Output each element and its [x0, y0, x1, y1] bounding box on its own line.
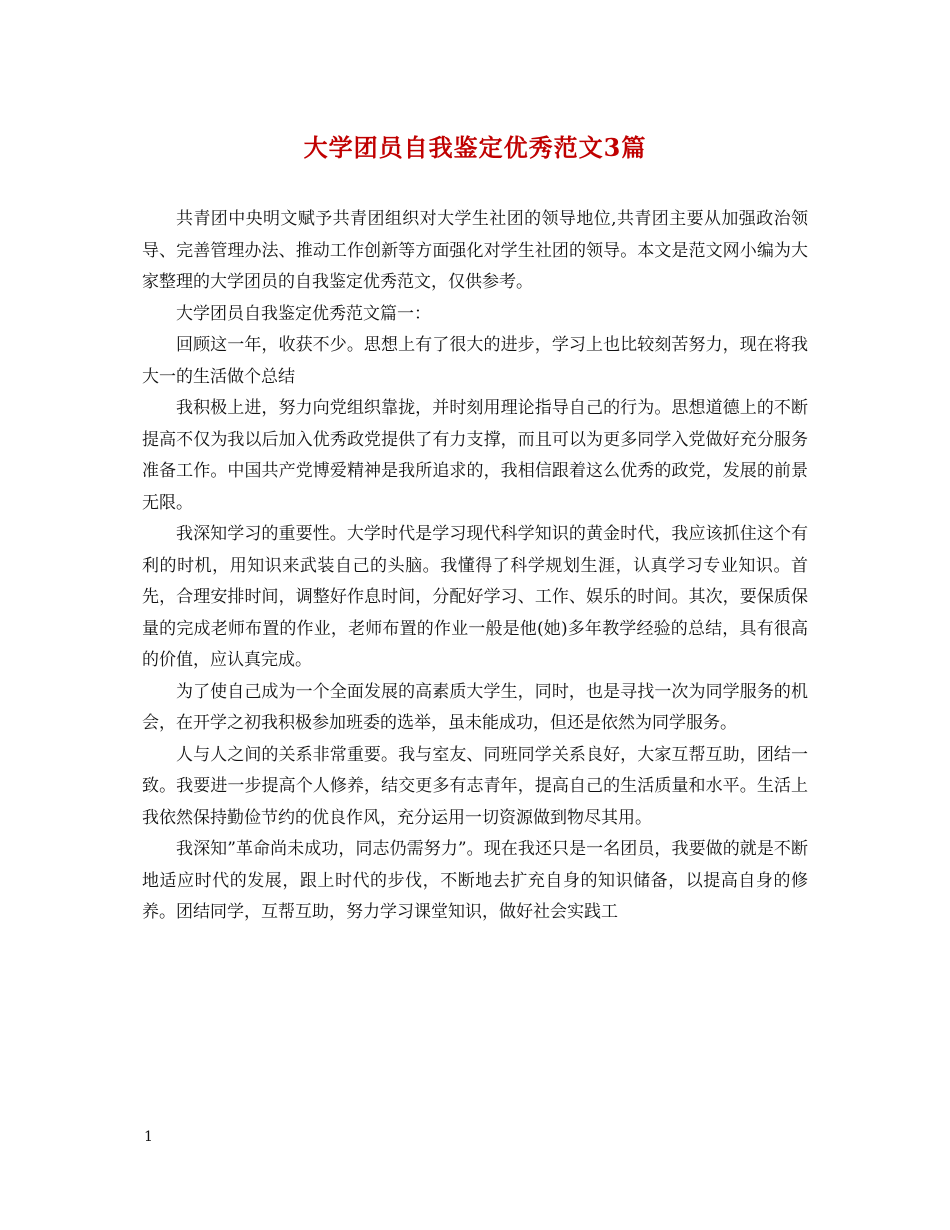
- paragraph-service: 为了使自己成为一个全面发展的高素质大学生，同时，也是寻找一次为同学服务的机会，在开学之初我积极参加班委的选举，虽未能成功，但还是依然为同学服务。: [142, 681, 808, 733]
- paragraph-political: 我积极上进，努力向党组织靠拢，并时刻用理论指导自己的行为。思想道德上的不断提高不仅为我以后加入优秀政党提供了有力支撑，而且可以为更多同学入党做好充分服务准备工作。中国共产党博爱精神是我所追求的，我相信跟着这么优秀的政党，发展的前景无限。: [142, 398, 808, 513]
- paragraph-conclusion: 我深知”革命尚未成功，同志仍需努力”。现在我还只是一名团员，我要做的就是不断地适应时代的发展，跟上时代的步伐，不断地去扩充自身的知识储备，以提高自身的修养。团结同学，互帮互助，努力学习课堂知识，做好社会实践工: [142, 839, 808, 922]
- paragraph-study: 我深知学习的重要性。大学时代是学习现代科学知识的黄金时代，我应该抓住这个有利的时机，用知识来武装自己的头脑。我懂得了科学规划生涯，认真学习专业知识。首先，合理安排时间，调整好作息时间，分配好学习、工作、娱乐的时间。其次，要保质保量的完成老师布置的作业，老师布置的作业一般是他(她)多年教学经验的总结，具有很高的价值，应认真完成。: [142, 524, 808, 670]
- document-title: 大学团员自我鉴定优秀范文3篇: [303, 133, 647, 162]
- paragraph-section-heading: 大学团员自我鉴定优秀范文篇一：: [176, 303, 431, 324]
- paragraph-relationships: 人与人之间的关系非常重要。我与室友、同班同学关系良好，大家互帮互助，团结一致。我要进一步提高个人修养，结交更多有志青年，提高自己的生活质量和水平。生活上我依然保持勤俭节约的优良作风，充分运用一切资源做到物尽其用。: [142, 744, 808, 828]
- paragraph-intro: 共青团中央明文赋予共青团组织对大学生社团的领导地位,共青团主要从加强政治领导、完善管理办法、推动工作创新等方面强化对学生社团的领导。本文是范文网小编为大家整理的大学团员的自我鉴定优秀范文，仅供参考。: [142, 209, 808, 292]
- page-number: 1: [144, 1129, 153, 1145]
- paragraph-review: 回顾这一年，收获不少。思想上有了很大的进步，学习上也比较刻苦努力，现在将我大一的生活做个总结: [142, 335, 808, 387]
- document-body: [142, 204, 808, 929]
